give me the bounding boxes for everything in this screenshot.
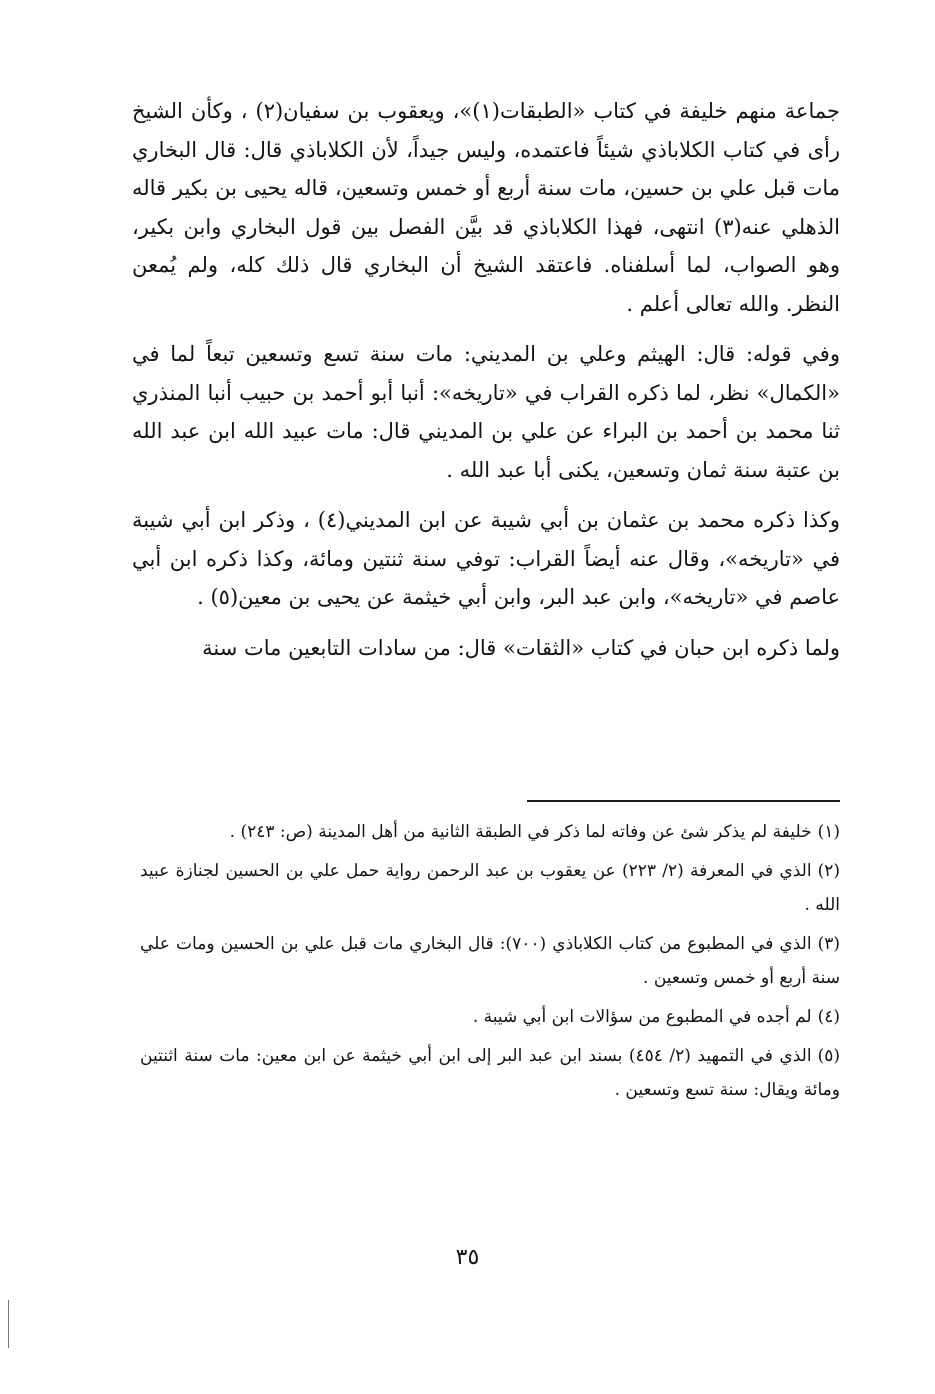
footnotes: [140, 815, 840, 1112]
footnote-number: (٥): [817, 1046, 840, 1066]
footnote-divider: [527, 800, 840, 802]
footnote-5: [140, 1039, 840, 1107]
paragraph-1: جماعة منهم خليفة في كتاب «الطبقات(١)»، ويعقوب بن سفيان(٢) ، وكأن الشيخ رأى في كتاب الكلاباذي شيئاً فاعتمده، وليس جيداً، لأن الكلاباذي قال: قال البخاري مات قبل علي بن حسين، مات سنة أربع أو خمس وتسعين، قاله يحيى بن بكير قاله الذهلي عنه(٣) انتهى، فهذا الكلاباذي قد بيَّن الفصل بين قول البخاري وابن بكير، وهو الصواب، لما أسلفناه. فاعتقد الشيخ أن البخاري قال ذلك كله، ولم يُمعن النظر. والله تعالى أعلم .: [132, 99, 840, 316]
footnote-text: الذي في المطبوع من كتاب الكلاباذي (٧٠٠): قال البخاري مات قبل علي بن الحسين ومات علي سنة أربع أو خمس وتسعين .: [140, 934, 840, 988]
paragraph-2: وفي قوله: قال: الهيثم وعلي بن المديني: مات سنة تسع وتسعين تبعاً لما في «الكمال» نظر، لما ذكره القراب في «تاريخه»: أنبا أبو أحمد بن حبيب أنبا المنذري ثنا محمد بن أحمد بن البراء عن علي بن المديني قال: مات عبيد الله ابن عبد الله بن عتبة سنة ثمان وتسعين، يكنى أبا عبد الله .: [132, 342, 840, 482]
footnote-number: (٣): [817, 934, 840, 954]
footnote-text: لم أجده في المطبوع من سؤالات ابن أبي شيبة .: [472, 1007, 812, 1027]
paragraph-3: وكذا ذكره محمد بن عثمان بن أبي شيبة عن ابن المديني(٤) ، وذكر ابن أبي شيبة في «تاريخه»، وقال عنه أيضاً القراب: توفي سنة ثنتين ومائة، وكذا ذكره ابن أبي عاصم في «تاريخه»، وابن عبد البر، وابن أبي خيثمة عن يحيى بن معين(٥) .: [132, 508, 840, 609]
footnote-text: الذي في المعرفة (٢/ ٢٢٣) عن يعقوب بن عبد الرحمن رواية حمل علي بن الحسين لجنازة عبيد الله .: [140, 861, 840, 915]
footnote-3: [140, 927, 840, 995]
footnote-number: (٤): [817, 1007, 840, 1027]
footnote-2: [140, 854, 840, 922]
footnote-4: [140, 1000, 840, 1034]
scan-edge-mark: [8, 1300, 9, 1348]
footnote-1: [140, 815, 840, 849]
footnote-number: (١): [817, 822, 840, 842]
footnote-text: الذي في التمهيد (٢/ ٤٥٤) بسند ابن عبد البر إلى ابن أبي خيثمة عن ابن معين: مات سنة اثنتين ومائة ويقال: سنة تسع وتسعين .: [140, 1046, 840, 1100]
footnote-text: خليفة لم يذكر شئ عن وفاته لما ذكر في الطبقة الثانية من أهل المدينة (ص: ٢٤٣) .: [229, 822, 812, 842]
page-number: ٣٥: [455, 1245, 480, 1270]
footnote-number: (٢): [817, 861, 840, 881]
main-text: [132, 92, 840, 679]
paragraph-4: ولما ذكره ابن حبان في كتاب «الثقات» قال: من سادات التابعين مات سنة: [202, 635, 840, 660]
